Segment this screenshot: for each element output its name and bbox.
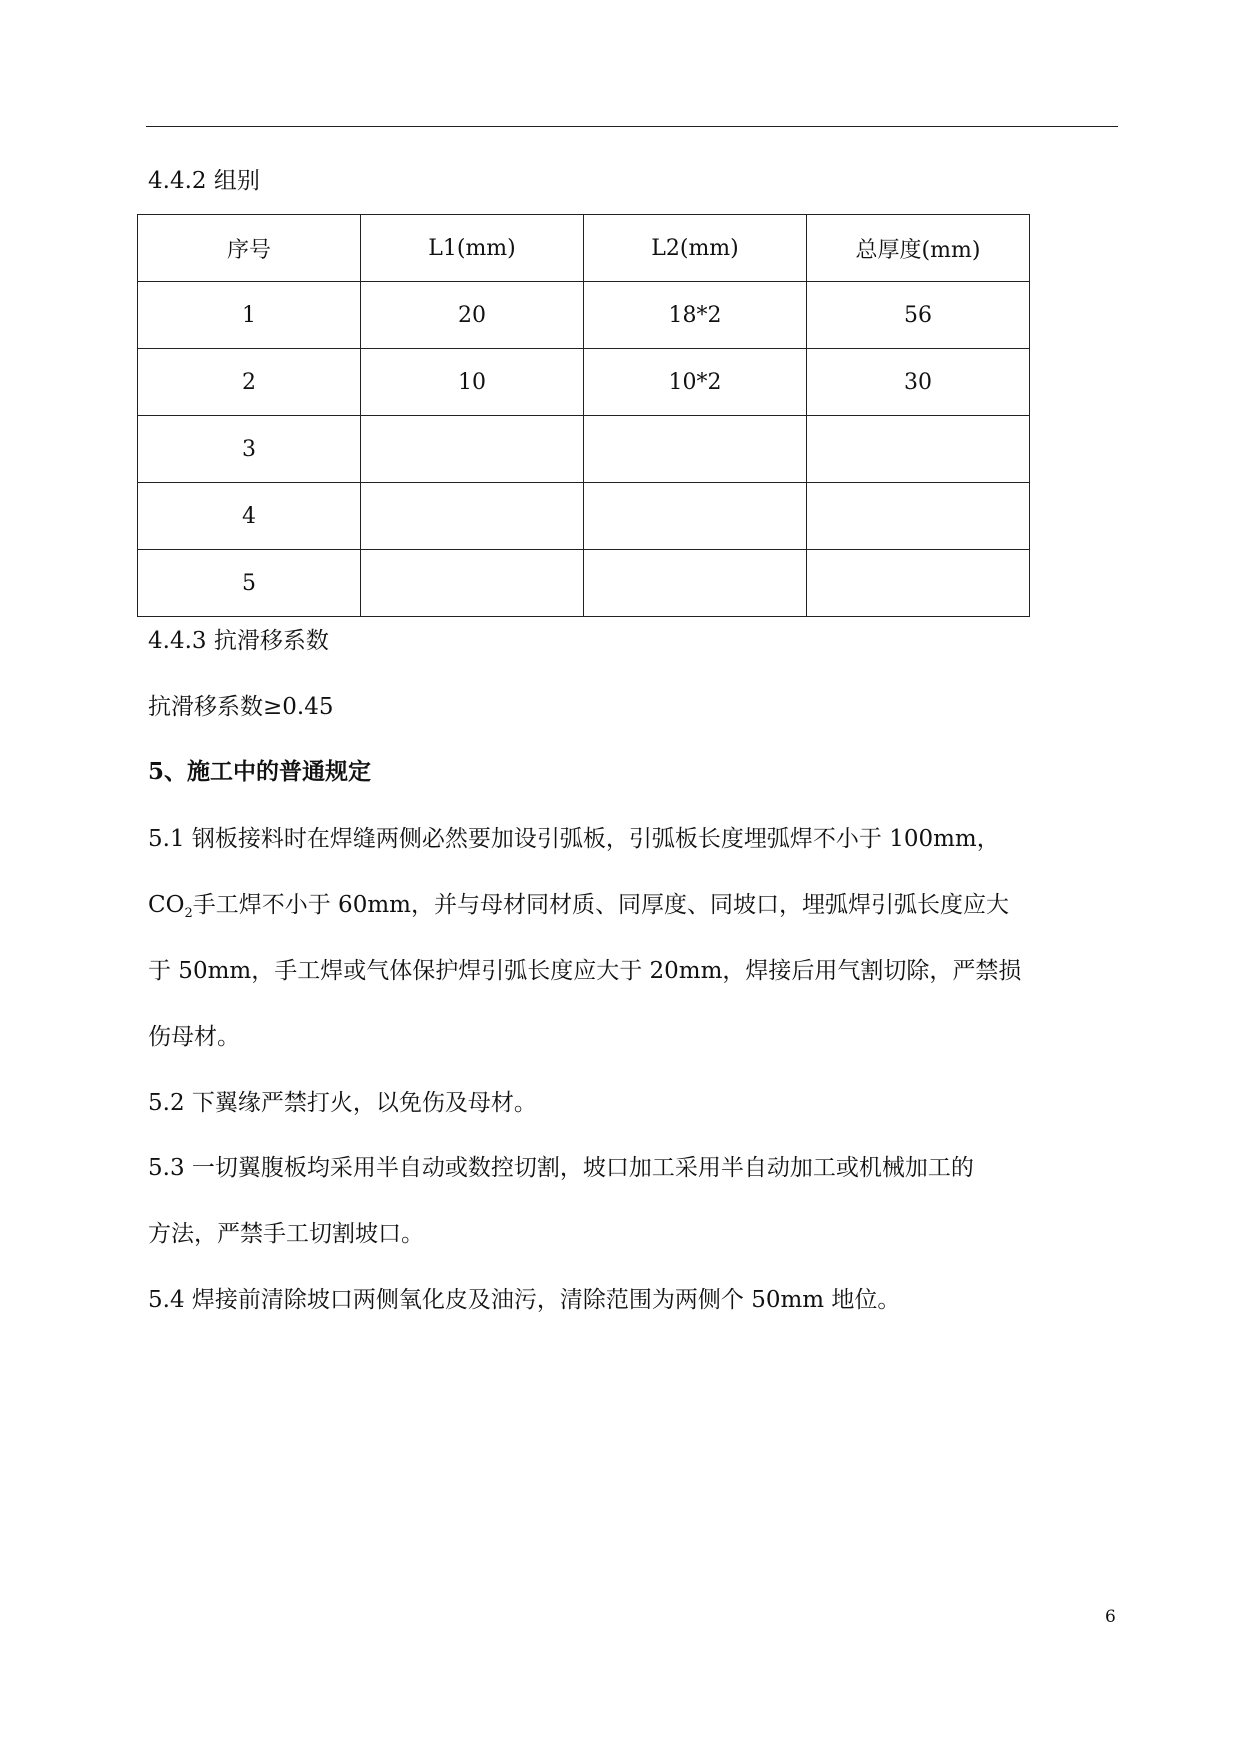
table-header-cell: 序号 (138, 215, 361, 282)
table-cell: 5 (138, 550, 361, 617)
paragraph-line: 5.3 一切翼腹板均采用半自动或数控切割，坡口加工采用半自动加工或机械加工的 (148, 1155, 974, 1181)
table-cell: 56 (807, 282, 1030, 349)
table-cell (361, 483, 584, 550)
table-row (138, 483, 1030, 550)
page-number: 6 (1105, 1607, 1116, 1627)
paragraph-line: 5.1 钢板接料时在焊缝两侧必然要加设引弧板，引弧板长度埋弧焊不小于 100mm， (148, 826, 1000, 852)
paragraph-line: 5.2 下翼缘严禁打火，以免伤及母材。 (148, 1090, 537, 1116)
table-cell: 4 (138, 483, 361, 550)
paragraph-5-1 (148, 806, 1120, 1070)
paragraph-5-4 (148, 1267, 1120, 1333)
table-cell: 30 (807, 349, 1030, 416)
table-row (138, 416, 1030, 483)
table-cell: 10 (361, 349, 584, 416)
table-row (138, 550, 1030, 617)
co2-formula-subscript: 2 (184, 906, 193, 921)
group-table (137, 214, 1030, 617)
co2-formula-base: CO (148, 892, 185, 918)
table-cell (807, 550, 1030, 617)
table-cell (584, 550, 807, 617)
table-cell: 10*2 (584, 349, 807, 416)
table-cell: 1 (138, 282, 361, 349)
table-cell: 18*2 (584, 282, 807, 349)
paragraph-line: 5.4 焊接前清除坡口两侧氧化皮及油污，清除范围为两侧个 50mm 地位。 (148, 1287, 901, 1313)
paragraph-line-rest: 手工焊不小于 60mm，并与母材同材质、同厚度、同坡口，埋弧焊引弧长度应大 (192, 892, 1009, 918)
paragraph-line: 于 50mm，手工焊或气体保护焊引弧长度应大于 20mm，焊接后用气割切除，严禁损 (148, 958, 1022, 984)
table-header-row (138, 215, 1030, 282)
table-cell: 2 (138, 349, 361, 416)
header-rule (146, 126, 1118, 127)
section-4-4-3-heading: 4.4.3 抗滑移系数 (148, 628, 329, 654)
table-row (138, 349, 1030, 416)
section-5-heading: 5、施工中的普通规定 (148, 758, 372, 785)
table-cell (361, 416, 584, 483)
table-cell (807, 483, 1030, 550)
section-4-4-2-heading: 4.4.2 组别 (148, 168, 260, 194)
paragraph-5-2 (148, 1070, 1120, 1136)
table-cell: 3 (138, 416, 361, 483)
table-header-cell: 总厚度(mm) (807, 215, 1030, 282)
table-row (138, 282, 1030, 349)
table-cell (584, 416, 807, 483)
table-header-cell: L1(mm) (361, 215, 584, 282)
paragraph-line: 伤母材。 (148, 1024, 240, 1050)
paragraph-5-3 (148, 1135, 1120, 1267)
paragraph-line: 方法，严禁手工切割坡口。 (148, 1221, 424, 1247)
table-cell (361, 550, 584, 617)
table-cell (584, 483, 807, 550)
table-cell: 20 (361, 282, 584, 349)
anti-slip-coefficient-text: 抗滑移系数≥0.45 (148, 694, 334, 720)
table-cell (807, 416, 1030, 483)
table-header-cell: L2(mm) (584, 215, 807, 282)
paragraph-line (148, 872, 1120, 938)
